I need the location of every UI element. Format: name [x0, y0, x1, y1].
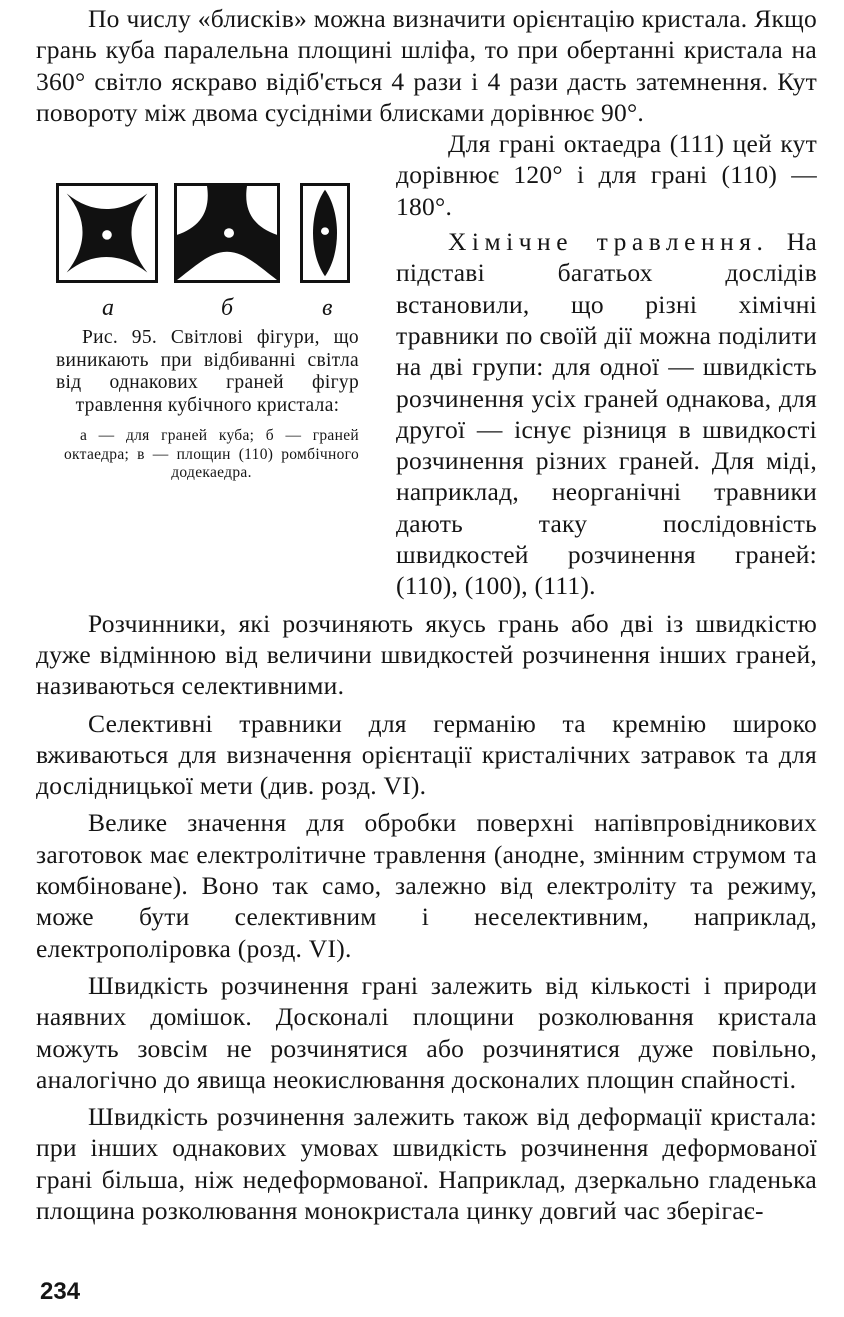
figure-label-a: а — [102, 295, 114, 321]
paragraph-chemical-etching — [396, 226, 817, 602]
paragraph-selective-solvents: Розчинники, які розчиняють якусь грань або дві із швидкістю дуже відмінною від величини швидкостей розчинення інших граней, називаються селективними. — [36, 608, 817, 701]
paragraph-selective-etchants: Селективні травники для германію та кремнію широко вживаються для визначення орієнтації кристалічних затравок та для дослідницької мети (див. розд. VI). — [36, 708, 817, 801]
paragraph-octahedron-angle: Для грані октаедра (111) цей кут дорівнює 120° і для грані (110) — 180°. — [396, 129, 817, 221]
chemical-etching-body: На підставі багатьох дослідів встановили, що різні хімічні травники по своїй дії можна поділити на дві групи: для одної — швидкість розчинення усіх граней однакова, для другої — існує різниця в швидкості розчинення різних граней. Для міді, наприклад, неорганічні травники дають таку послідовність швидкостей розчинення граней: (110), (100), (111). — [396, 227, 817, 601]
light-figure-cube-face — [56, 183, 158, 283]
light-figure-dodecahedron-plane — [300, 183, 350, 283]
page-number: 234 — [40, 1278, 81, 1305]
light-figure-octahedron-face — [174, 183, 280, 283]
figure-caption: Рис. 95. Світлові фігури, що виникають при відбиванні світла від однакових граней фігур травлення кубічного кристала: — [56, 327, 359, 416]
figure-legend: а — для граней куба; б — граней октаедра; в — площин (110) ромбічного додекаедра. — [64, 427, 359, 481]
paragraph-impurities: Швидкість розчинення грані залежить від кількості і природи наявних домішок. Досконалі площини розколювання кристала можуть зовсім не розчинятися або розчинятися дуже повільно, аналогічно до явища неокислювання досконалих площин спайності. — [36, 970, 817, 1094]
section-heading-chemical-etching: Хімічне травлення. — [448, 227, 769, 257]
figure-label-c: в — [322, 295, 333, 321]
figure-light-figures — [56, 183, 359, 483]
paragraph-electrolytic-etching: Велике значення для обробки поверхні напівпровідникових заготовок має електролітичне травлення (анодне, змінним струмом та комбіноване). Воно так само, залежно від електроліту та режиму, може бути селективним і неселективним, наприклад, електрополіровка (розд. VI). — [36, 808, 817, 963]
figure-label-b: б — [221, 295, 234, 321]
paragraph-blisk-orientation: По числу «блисків» можна визначити орієнтацію кристала. Якщо грань куба паралельна площині шліфа, то при обертанні кристала на 360° світло яскраво відіб'ється 4 рази і 4 рази дасть затемнення. Кут повороту між двома сусідніми блисками дорівнює 90°. — [36, 4, 817, 127]
paragraph-deformation: Швидкість розчинення залежить також від деформації кристала: при інших однакових умовах швидкість розчинення деформованої грані більша, ніж недеформованої. Наприклад, дзеркально гладенька площина розколювання монокристала цинку довгий час зберігає- — [36, 1102, 817, 1225]
page — [36, 0, 817, 1226]
